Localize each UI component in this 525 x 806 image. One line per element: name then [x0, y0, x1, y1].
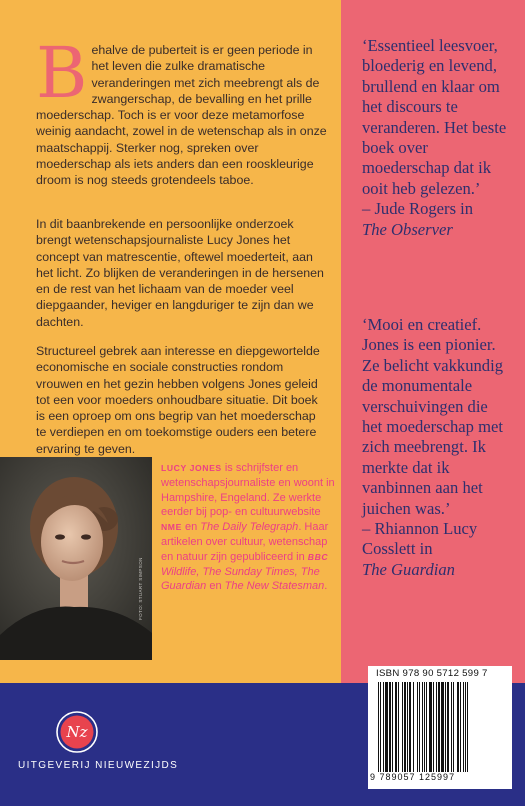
barcode-bar [445, 682, 446, 772]
barcode-bar [404, 682, 406, 772]
barcode-bar [419, 682, 420, 772]
barcode-bar [451, 682, 452, 772]
author-bio [161, 461, 337, 594]
isbn-label: ISBN 978 90 5712 599 7 [376, 668, 488, 679]
review-quote-2-source: The Guardian [362, 559, 455, 579]
isbn-barcode-block [368, 666, 512, 789]
author-name: LUCY JONES [161, 463, 222, 473]
barcode-bar [383, 682, 384, 772]
publisher-logo-text: Nz [66, 723, 88, 741]
bio-text-2: en [181, 521, 201, 534]
drop-cap: B [36, 32, 88, 114]
barcode-bar [433, 682, 434, 772]
blurb-paragraph-3: Structureel gebrek aan interesse en diepgewortelde economische en sociale constructies rondom vrouwen en het gezin hebben volgens Jones geleid tot een voor moeders onhoudbare situatie. Dit boek is een oproep om ons begrip van het moederschap te verdiepen en om toekomstige ouders een betere ervaring te geven. [36, 344, 320, 456]
barcode [378, 682, 502, 772]
review-quote-1-text: ‘Essentieel leesvoer, bloederig en levend, brullend en klaar om het discours te veranderen. Het beste boek over moederschap dat ik ooit heb gelezen.’ [362, 36, 507, 198]
barcode-bar [429, 682, 432, 772]
review-quote-1 [362, 36, 512, 240]
bio-text-5: . [324, 580, 328, 593]
barcode-bar [389, 682, 391, 772]
barcode-bar [453, 682, 454, 772]
barcode-bar [422, 682, 423, 772]
barcode-bar [380, 682, 381, 772]
bio-text-1: is schrijfster en wetenschapsjournaliste en woont in Hampshire, Engeland. Ze werkte eerder bij pop- en cultuurwebsite [161, 462, 335, 519]
bio-text-4: en [206, 580, 225, 593]
publisher-name: UITGEVERIJ NIEUWEZIJDS [18, 760, 179, 771]
barcode-bar [385, 682, 388, 772]
barcode-bar [417, 682, 418, 772]
barcode-bar [438, 682, 440, 772]
review-quote-2-author: – Rhiannon Lucy Cosslett in [362, 519, 478, 559]
isbn-digits: 9 789057 125997 [370, 772, 456, 782]
photo-credit: FOTO: STUART SIMPSON [138, 557, 143, 620]
blurb-paragraph-1-text: ehalve de puberteit is er geen periode in het leven die zulke dramatische veranderingen met zich meebrengt als de zwangerschap, de bevalling en het prille moederschap. Toch is er voor deze metamorfose weinig aandacht, zowel in de wetenschap als in onze maatschappij. Sterker nog, spreken over moederschap als iets anders dan een rooskleurige droom is nog steeds grotendeels taboe. [36, 43, 327, 188]
barcode-bar [460, 682, 461, 772]
barcode-bar [392, 682, 393, 772]
barcode-bar [441, 682, 444, 772]
barcode-bar [402, 682, 403, 772]
review-quote-1-source: The Observer [362, 219, 453, 239]
author-photo [0, 457, 152, 660]
bio-wildlife: Wildlife, The Sunday Times, The Guardian [161, 565, 320, 593]
review-quote-2-text: ‘Mooi en creatief. Jones is een pionier. Ze belicht vakkundig de monumentale verschuivingen die het moederschap met zich meebrengt. Ik merkte dat ik vanbinnen aan het juichen was.’ [362, 315, 504, 518]
barcode-bar [395, 682, 397, 772]
bio-bbc: BBC [307, 551, 329, 562]
barcode-bar [426, 682, 427, 772]
review-quote-1-attribution [362, 199, 512, 240]
bio-text-3: . Haar artikelen over cultuur, wetenschap en natuur zijn gepubliceerd in [161, 521, 329, 563]
bio-nme: NME [161, 522, 182, 533]
review-quote-1-author: – Jude Rogers in [362, 199, 474, 219]
blurb-paragraph-2: In dit baanbrekende en persoonlijke onderzoek brengt wetenschapsjournaliste Lucy Jones het concept van matrescentie, oftewel moederteit, aan het licht. Zo blijken de veranderingen in de hersenen en de rest van het lichaam van de moeder veel diepgaander, heviger en langduriger te zijn dan we dachten. [36, 217, 324, 329]
publisher-logo-icon [55, 710, 99, 754]
barcode-bar [436, 682, 437, 772]
barcode-bar [465, 682, 466, 772]
review-quote-2-attribution [362, 519, 512, 580]
barcode-bar [378, 682, 379, 772]
barcode-bar [463, 682, 464, 772]
review-quote-2 [362, 315, 512, 580]
bio-telegraph: The Daily Telegraph [200, 521, 299, 534]
barcode-bar [409, 682, 411, 772]
barcode-bar [407, 682, 408, 772]
barcode-bar [398, 682, 399, 772]
barcode-bar [424, 682, 425, 772]
barcode-bar [457, 682, 459, 772]
barcode-bar [447, 682, 449, 772]
barcode-bar [467, 682, 468, 772]
bio-statesman: The New Statesman [224, 580, 325, 593]
blurb-paragraph-1 [36, 32, 328, 189]
barcode-bar [413, 682, 414, 772]
